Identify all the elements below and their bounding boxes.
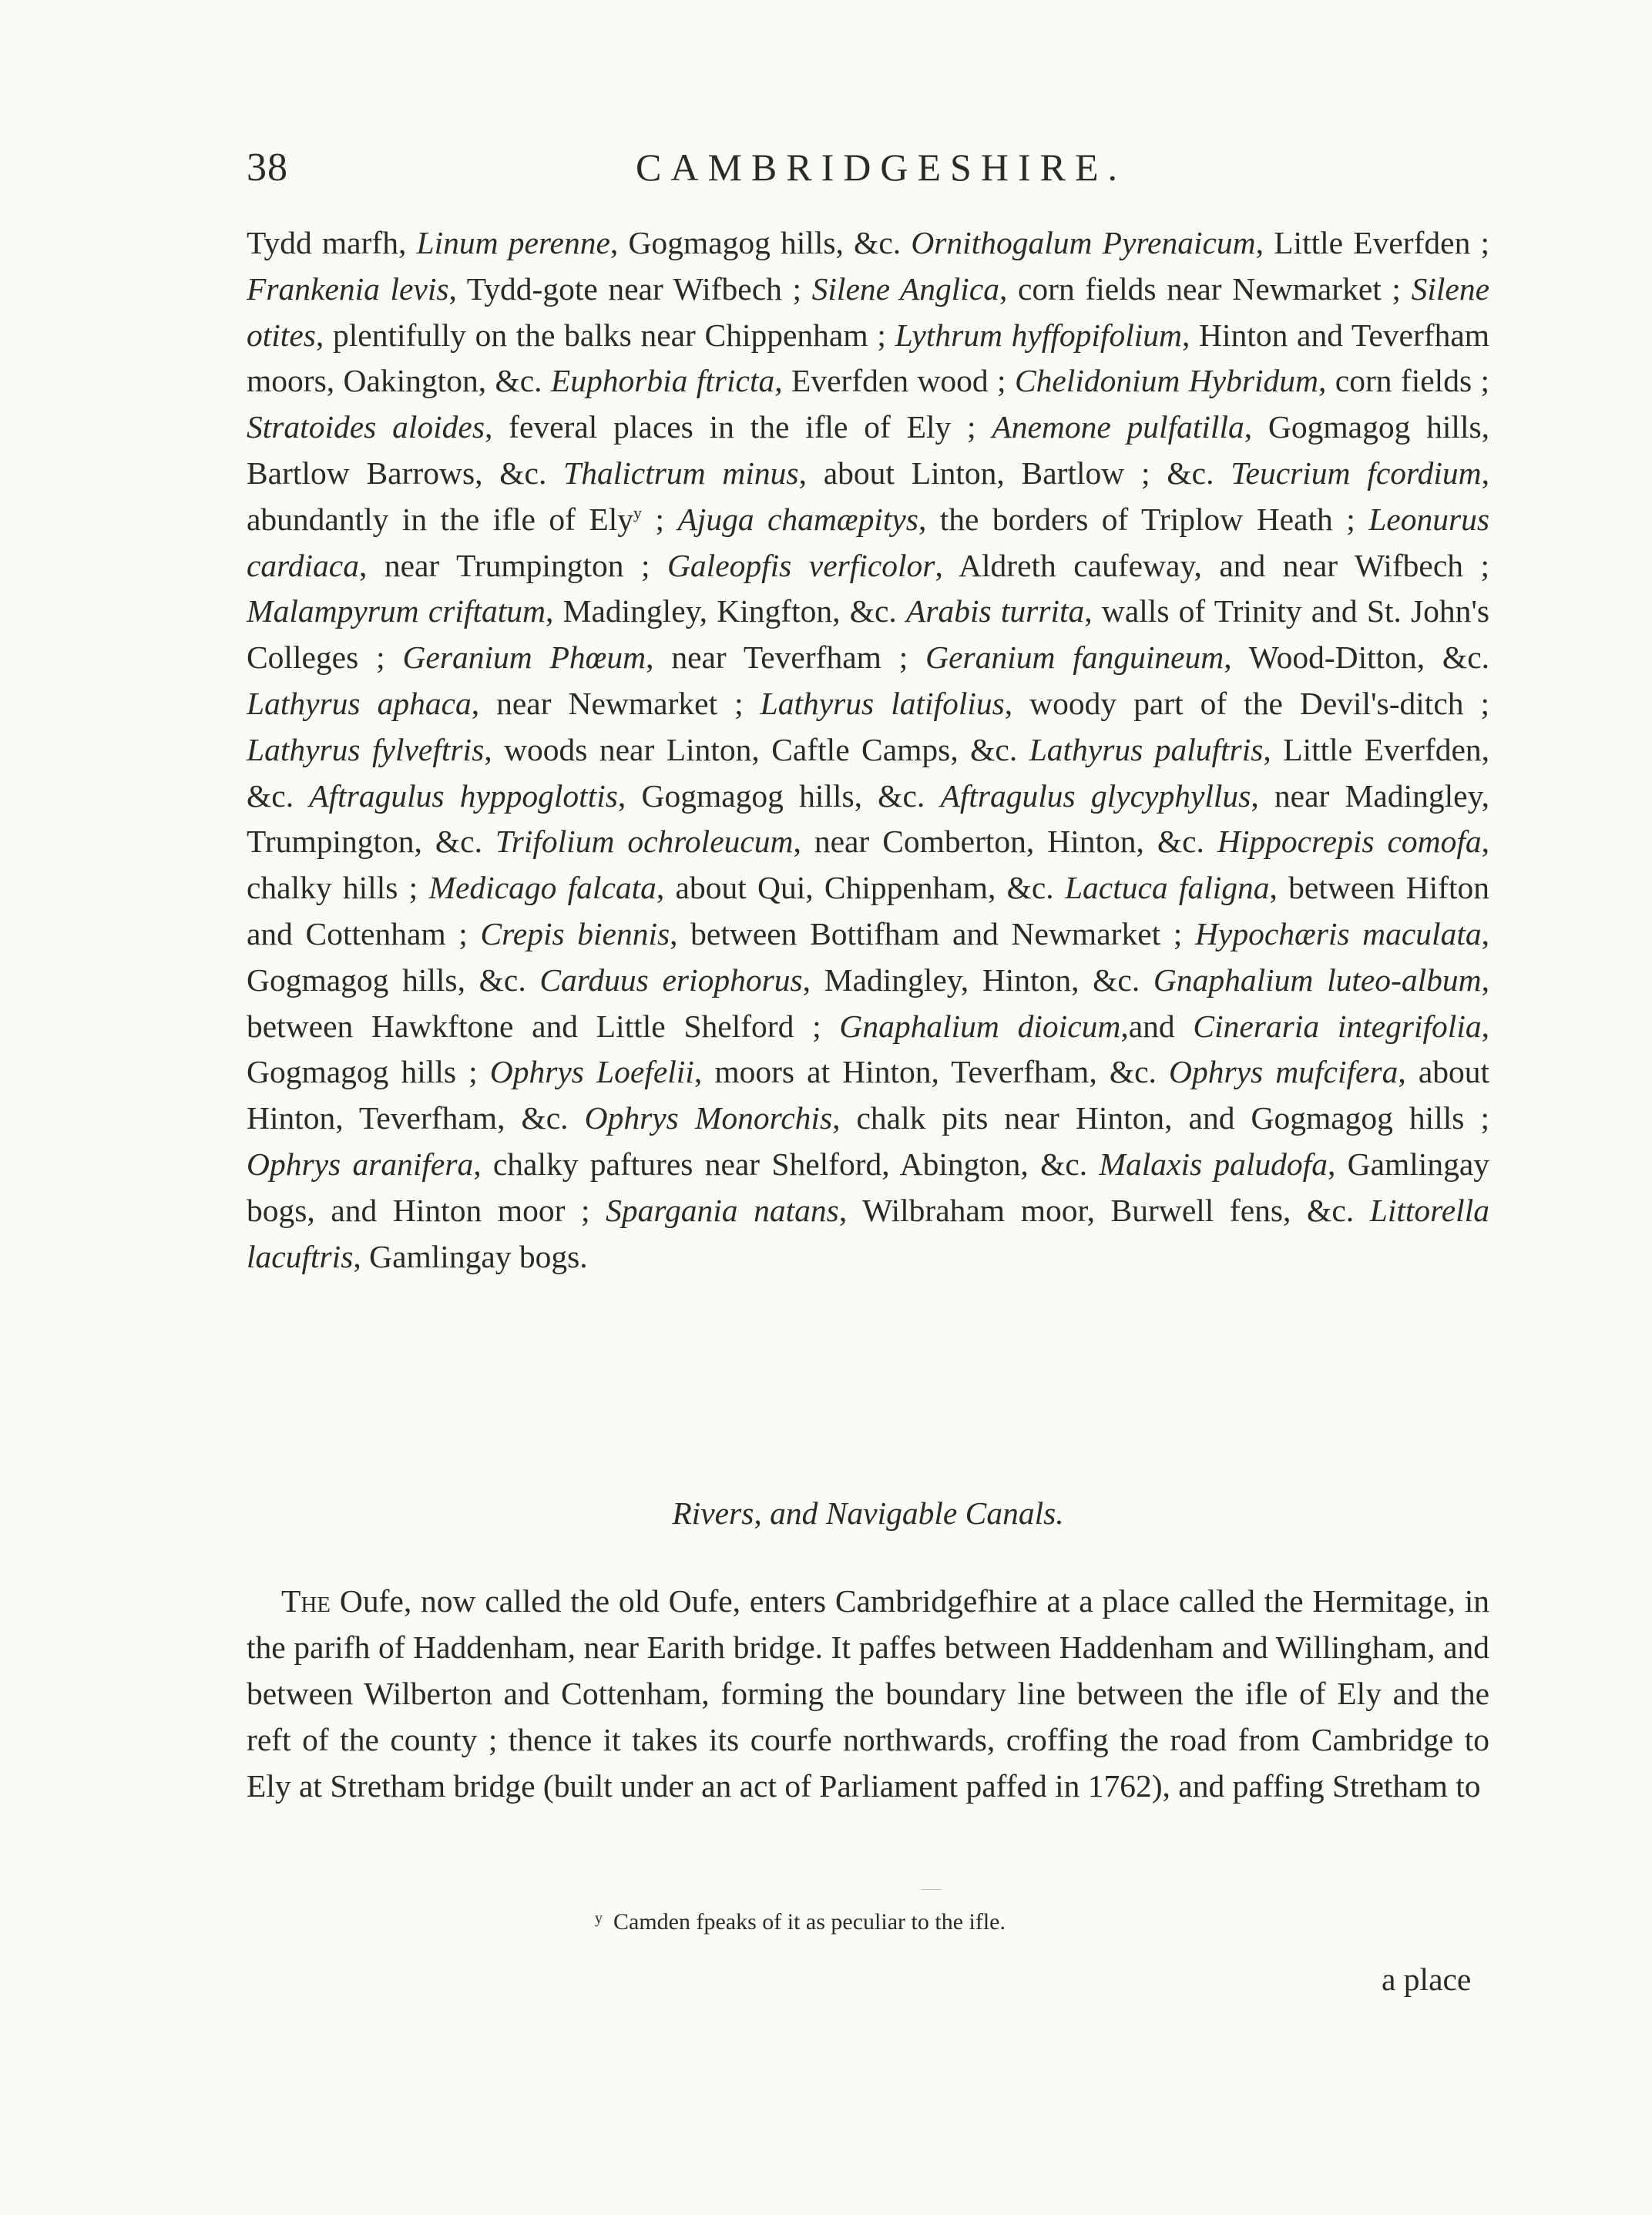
page-header bbox=[247, 145, 1487, 199]
plant-name: Linum perenne bbox=[416, 225, 610, 260]
plant-name: Trifolium ochroleucum bbox=[495, 824, 794, 860]
footnote-mark: y bbox=[595, 1910, 603, 1927]
plant-name: Lathyrus latifolius bbox=[760, 685, 1005, 721]
plant-name: Arabis turrita bbox=[906, 593, 1085, 629]
text-run: near Trumpington ; bbox=[384, 547, 650, 583]
plant-name: Silene Anglica bbox=[811, 270, 1000, 307]
text-run: corn fields ; bbox=[1335, 363, 1489, 399]
text-run: near Newmarket ; bbox=[496, 685, 744, 721]
plant-name: Cineraria integrifolia bbox=[1193, 1008, 1482, 1044]
plant-name: Spargania natans bbox=[606, 1192, 839, 1228]
text-run: Tydd-gote near Wifbech ; bbox=[466, 270, 802, 307]
plant-name: Ophrys Loefelii bbox=[489, 1054, 694, 1090]
text-run: chalky paftures near Shelford, Abington, &c. bbox=[492, 1146, 1088, 1182]
plant-name: Hypochæris maculata bbox=[1194, 915, 1482, 951]
plant-name: Leonurus cardiaca bbox=[247, 501, 1490, 583]
text-run: feveral places in the ifle of Ely ; bbox=[509, 409, 976, 445]
text-run: Madingley, Kingfton, &c. bbox=[562, 593, 897, 629]
text-run: Gogmagog hills, &c. bbox=[628, 225, 902, 260]
rivers-paragraph-text: Oufe, now called the old Oufe, enters Cambridgefhire at a place called the Hermitage, in the parifh of Haddenham, near Earith bridge. It paffes between Haddenham and Willingham, and between Wilberton and Cottenham, forming the boundary line between the ifle of Ely and the reft of the county ; thence it takes its courfe northwards, croffing the road from Cambridge to Ely at Stretham bridge (built under an act of Parliament paffed in 1762), and paffing Stretham to bbox=[247, 1583, 1489, 1804]
text-run: Wood-Ditton, &c. bbox=[1248, 639, 1490, 676]
drop-word: The bbox=[281, 1583, 331, 1619]
text-run: and bbox=[1128, 1008, 1175, 1044]
footnote-reference: y bbox=[633, 502, 643, 522]
plant-name: Silene otites bbox=[247, 270, 1489, 353]
text-run: moors at Hinton, Teverfham, &c. bbox=[714, 1054, 1157, 1090]
plant-name: Geranium fanguineum bbox=[925, 639, 1224, 676]
plant-name: Lathyrus paluftris bbox=[1029, 731, 1264, 767]
text-run: near Teverfham ; bbox=[671, 639, 908, 676]
plant-name: Gnaphalium luteo-album bbox=[1153, 962, 1482, 998]
text-run: Everfden wood ; bbox=[791, 363, 1006, 399]
plant-name: Euphorbia ftricta bbox=[550, 363, 775, 399]
text-run: about Qui, Chippenham, &c. bbox=[675, 870, 1054, 906]
plant-name: Thalictrum minus bbox=[563, 455, 799, 491]
plant-name: Malampyrum criftatum bbox=[247, 593, 546, 629]
text-run: Gogmagog hills, &c. bbox=[247, 962, 526, 998]
footnote-divider bbox=[922, 1889, 942, 1890]
plant-name: Stratoides aloides bbox=[247, 409, 485, 445]
page-number: 38 bbox=[247, 146, 288, 190]
plant-name: Littorella lacuftris bbox=[247, 1192, 1489, 1274]
text-run: about Hinton, Teverfham, &c. bbox=[247, 1054, 1490, 1136]
running-title: CAMBRIDGESHIRE. bbox=[636, 146, 1127, 189]
text-run: Wilbraham moor, Burwell fens, &c. bbox=[862, 1192, 1355, 1228]
plant-name: Lactuca faligna bbox=[1064, 870, 1270, 906]
plant-name: Malaxis paludofa bbox=[1099, 1146, 1328, 1182]
plant-name: Gnaphalium dioicum bbox=[839, 1008, 1121, 1044]
text-run: between Hawkftone and Little Shelford ; bbox=[247, 1008, 821, 1044]
plant-name: Chelidonium Hybridum bbox=[1014, 363, 1319, 399]
text-run: near Comberton, Hinton, &c. bbox=[814, 824, 1204, 860]
plant-name: Geranium Phœum bbox=[402, 639, 646, 676]
plant-name: Ophrys Monorchis bbox=[584, 1100, 833, 1136]
text-run: between Hifton and Cottenham ; bbox=[247, 870, 1490, 951]
plant-name: Aftragulus hyppoglottis bbox=[309, 777, 618, 814]
plant-name: Ophrys mufcifera bbox=[1169, 1054, 1398, 1090]
plant-name: Frankenia levis bbox=[247, 270, 449, 307]
plant-name: Hippocrepis comofa bbox=[1217, 824, 1482, 860]
text-run: abundantly in the ifle of Ely bbox=[247, 501, 634, 537]
text-run: near Madingley, Trumpington, &c. bbox=[247, 777, 1489, 860]
footnote-text: Camden fpeaks of it as peculiar to the ifle. bbox=[613, 1909, 1006, 1935]
section-heading: Rivers, and Navigable Canals. bbox=[672, 1495, 1064, 1531]
plant-name: Ornithogalum Pyrenaicum bbox=[911, 225, 1256, 260]
plant-name: Ophrys aranifera bbox=[247, 1146, 474, 1182]
catchword: a place bbox=[1382, 1962, 1472, 1997]
text-run: Aldreth caufeway, and near Wifbech ; bbox=[959, 547, 1490, 583]
plant-name: Lythrum hyffopifolium bbox=[895, 317, 1182, 353]
plant-name: Ajuga chamæpitys bbox=[677, 501, 918, 537]
plant-name: Medicago falcata bbox=[428, 870, 656, 906]
rivers-paragraph bbox=[247, 1578, 1489, 1809]
plant-name: Galeopfis verficolor bbox=[667, 547, 935, 583]
text-run: woods near Linton, Caftle Camps, &c. bbox=[504, 731, 1018, 767]
plant-name: Teucrium fcordium bbox=[1231, 455, 1482, 491]
text-run: chalky hills ; bbox=[247, 870, 418, 906]
text-run: Gogmagog hills, &c. bbox=[641, 777, 925, 814]
text-run: Hinton and Teverfham moors, Oakington, &c. bbox=[247, 317, 1490, 399]
text-run: Madingley, Hinton, &c. bbox=[824, 962, 1140, 998]
text-run: ; bbox=[642, 501, 664, 537]
text-run: Gogmagog hills ; bbox=[247, 1054, 478, 1090]
text-run: chalk pits near Hinton, and Gogmagog hills ; bbox=[856, 1100, 1489, 1136]
text-run: about Linton, Bartlow ; &c. bbox=[823, 455, 1214, 491]
text-run: the borders of Triplow Heath ; bbox=[939, 501, 1355, 537]
text-run: woody part of the Devil's-ditch ; bbox=[1029, 685, 1490, 721]
text-run: between Bottifham and Newmarket ; bbox=[690, 915, 1183, 951]
plant-name: Lathyrus aphaca bbox=[247, 685, 472, 721]
text-run: corn fields near Newmarket ; bbox=[1018, 270, 1401, 307]
plant-name: Anemone pulfatilla bbox=[992, 409, 1244, 445]
plant-name: Carduus eriophorus bbox=[539, 962, 803, 998]
text-run: Gogmagog hills, Bartlow Barrows, &c. bbox=[247, 409, 1489, 491]
footnote bbox=[595, 1909, 1006, 1935]
plant-name: Lathyrus fylveftris bbox=[247, 731, 485, 767]
plant-name: Aftragulus glycyphyllus bbox=[940, 777, 1251, 814]
text-run: Little Everfden, &c. bbox=[247, 731, 1490, 814]
text-run: plentifully on the balks near Chippenham ; bbox=[333, 317, 886, 353]
text-run: Gamlingay bogs, and Hinton moor ; bbox=[247, 1146, 1489, 1228]
text-run: Tydd marfh, bbox=[247, 225, 407, 260]
text-run: Gamlingay bogs. bbox=[369, 1238, 588, 1274]
text-run: walls of Trinity and St. John's Colleges ; bbox=[247, 593, 1490, 676]
text-run: Little Everfden ; bbox=[1274, 225, 1490, 260]
plant-list-paragraph: Tydd marfh, Linum perenne, Gogmagog hills, &c. Ornithogalum Pyrenaicum, Little Everfden ; Frankenia levis, Tydd-gote near Wifbech ; Silene Anglica, corn fields near Newmarket ; Silene otites, plentifully on the balks near Chippenham ; Lythrum hyffopifolium, Hinton and Teverfham moors, Oakington, &c. Euphorbia ftricta, Everfden wood ; Chelidonium Hybridum, corn fields ; Stratoides aloides, feveral places in the ifle of Ely ; Anemone pulfatilla, Gogmagog hills, Bartlow Barrows, &c. Thalictrum minus, about Linton, Bartlow ; &c. Teucrium fcordium, abundantly in the ifle of Ely$^y$ ; Ajuga chamæpitys, the borders of Triplow Heath ; Leonurus cardiaca, near Trumpington ; Galeopfis verficolor, Aldreth caufeway, and near Wifbech ; Malampyrum criftatum, Madingley, Kingfton, &c. Arabis turrita, walls of Trinity and St. John's Colleges ; Geranium Phœum, near Teverfham ; Geranium fanguineum, Wood-Ditton, &c. Lathyrus aphaca, near Newmarket ; Lathyrus latifolius, woody part of the Devil's-ditch ; Lathyrus fylveftris, woods near Linton, Caftle Camps, &c. Lathyrus paluftris, Little Everfden, &c. Aftragulus hyppoglottis, Gogmagog hills, &c. Aftragulus glycyphyllus, near Madingley, Trumpington, &c. Trifolium ochroleucum, near Comberton, Hinton, &c. Hippocrepis comofa, chalky hills ; Medicago falcata, about Qui, Chippenham, &c. Lactuca faligna, between Hifton and Cottenham ; Crepis biennis, between Bottifham and Newmarket ; Hypochæris maculata, Gogmagog hills, &c. Carduus eriophorus, Madingley, Hinton, &c. Gnaphalium luteo-album, between Hawkftone and Little Shelford ; Gnaphalium dioicum,and Cineraria integrifolia, Gogmagog hills ; Ophrys Loefelii, moors at Hinton, Teverfham, &c. Ophrys mufcifera, about Hinton, Teverfham, &c. Ophrys Monorchis, chalk pits near Hinton, and Gogmagog hills ; Ophrys aranifera, chalky paftures near Shelford, Abington, &c. Malaxis paludofa, Gamlingay bogs, and Hinton moor ; Spargania natans, Wilbraham moor, Burwell fens, &c. Littorella lacuftris, Gamlingay bogs. bbox=[247, 225, 1490, 1274]
plant-name: Crepis biennis bbox=[480, 915, 670, 951]
